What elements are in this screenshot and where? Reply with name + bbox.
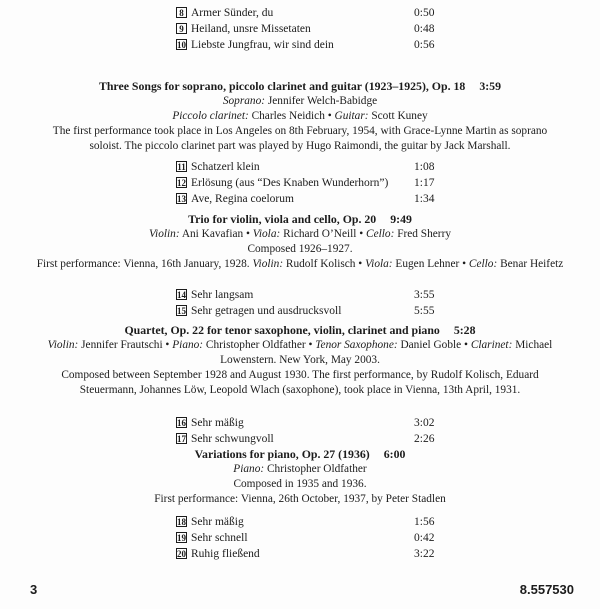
work-heading [0, 79, 600, 94]
work-credit-line [0, 353, 600, 368]
credit-text: The first performance took place in Los Angeles on 8th February, 1954, with Grace-Lynne Martin as soprano [52, 125, 548, 137]
track-duration: 1:08 [414, 161, 435, 173]
work-heading [0, 212, 600, 227]
work-credit-line [0, 477, 600, 492]
track-title: Heiland, unsre Missetaten [191, 23, 311, 35]
performer-role: Violin: [47, 339, 79, 351]
work-credit-line [0, 139, 600, 154]
performer-role: Cello: [366, 228, 395, 240]
performer-role: Piccolo clarinet: [172, 110, 249, 122]
credit-text: Charles Neidich • [248, 110, 335, 122]
credit-text: Benar Heifetz [497, 258, 564, 270]
work-duration: 9:49 [390, 212, 412, 226]
track-row [176, 38, 436, 52]
credit-text: Jennifer Frautschi • [78, 339, 173, 351]
track-number: 9 [176, 23, 187, 34]
performer-role: Viola: [252, 228, 281, 240]
track-number: 18 [177, 517, 186, 527]
track-number: 14 [177, 290, 186, 300]
track-title: Sehr mäßig [191, 417, 244, 429]
work-title: Variations for piano, Op. 27 (1936) [194, 447, 370, 461]
work-credit-line [0, 227, 600, 242]
track-duration: 1:34 [414, 193, 435, 205]
track-title: Sehr langsam [191, 289, 254, 301]
credit-text: Fred Sherry [394, 228, 452, 240]
track-duration: 1:56 [414, 516, 435, 528]
credit-text: Ani Kavafian • [179, 228, 253, 240]
track-number: 15 [177, 306, 186, 316]
track-duration: 3:22 [414, 548, 435, 560]
track-duration: 3:55 [414, 289, 435, 301]
track-number: 10 [177, 40, 186, 50]
track-row [176, 160, 436, 174]
work-credit-line [0, 492, 600, 507]
track-duration: 0:48 [414, 23, 435, 35]
track-title: Sehr getragen und ausdrucksvoll [191, 305, 342, 317]
work-title: Three Songs for soprano, piccolo clarinet and guitar (1923–1925), Op. 18 [98, 79, 466, 93]
track-number: 13 [177, 194, 186, 204]
work-credit-line [0, 124, 600, 139]
track-duration: 3:02 [414, 417, 435, 429]
credit-text: Jennifer Welch-Babidge [265, 95, 378, 107]
track-duration: 5:55 [414, 305, 435, 317]
performer-role: Soprano: [222, 95, 266, 107]
credit-text: Daniel Goble • [397, 339, 471, 351]
work-heading [0, 323, 600, 338]
track-number: 11 [177, 162, 186, 172]
credit-text: Steuermann, Johannes Löw, Leopold Wlach (saxophone), took place in Vienna, 13th April, 1931. [79, 384, 521, 396]
performer-role: Viola: [365, 258, 393, 270]
track-duration: 0:56 [414, 39, 435, 51]
track-duration: 2:26 [414, 433, 435, 445]
track-row [176, 176, 436, 190]
track-title: Sehr schnell [191, 532, 248, 544]
work-title: Trio for violin, viola and cello, Op. 20 [188, 212, 377, 226]
track-title: Sehr schwungvoll [191, 433, 274, 445]
credit-text: First performance: Vienna, 16th January, 1928. [36, 258, 253, 270]
track-title: Ruhig fließend [191, 548, 260, 560]
performer-role: Violin: [252, 258, 284, 270]
work-duration: 6:00 [383, 447, 406, 461]
work-duration: 3:59 [479, 79, 502, 93]
work-credit-line [0, 462, 600, 477]
credit-text: Composed in 1935 and 1936. [233, 478, 367, 490]
track-duration: 1:17 [414, 177, 435, 189]
page-number: 3 [30, 582, 38, 597]
work-block [0, 447, 600, 507]
track-title: Liebste Jungfrau, wir sind dein [191, 39, 334, 51]
track-number: 17 [177, 434, 186, 444]
credit-text: Lowenstern. New York, May 2003. [220, 354, 380, 366]
work-credit-line [0, 368, 600, 383]
work-heading [0, 447, 600, 462]
credit-text: Rudolf Kolisch • [283, 258, 366, 270]
performer-role: Tenor Saxophone: [315, 339, 398, 351]
track-row [176, 288, 436, 302]
performer-role: Guitar: [334, 110, 369, 122]
credit-text: First performance: Vienna, 26th October, 1937, by Peter Stadlen [154, 493, 446, 505]
track-row [176, 304, 436, 318]
credit-text: soloist. The piccolo clarinet part was played by Hugo Raimondi, the guitar by Jack Marshall. [89, 140, 511, 152]
credit-text: Eugen Lehner • [392, 258, 469, 270]
work-credit-line [0, 109, 600, 124]
track-number: 19 [177, 533, 186, 543]
track-number: 16 [177, 418, 186, 428]
performer-role: Piano: [233, 463, 265, 475]
credit-text: Richard O’Neill • [280, 228, 367, 240]
work-block [0, 323, 600, 398]
credit-text: Composed 1926–1927. [247, 243, 353, 255]
work-credit-line [0, 338, 600, 353]
track-row [176, 6, 436, 20]
work-block [0, 212, 600, 272]
catalogue-number: 8.557530 [519, 582, 574, 597]
track-row [176, 547, 436, 561]
track-title: Schatzerl klein [191, 161, 260, 173]
track-row [176, 515, 436, 529]
track-row [176, 22, 436, 36]
track-row [176, 192, 436, 206]
track-title: Armer Sünder, du [191, 7, 274, 19]
work-block [0, 79, 600, 154]
work-title: Quartet, Op. 22 for tenor saxophone, violin, clarinet and piano [124, 323, 440, 337]
track-number: 12 [177, 178, 186, 188]
work-credit-line [0, 242, 600, 257]
track-number: 20 [177, 549, 186, 559]
work-duration: 5:28 [453, 323, 476, 337]
performer-role: Cello: [468, 258, 498, 270]
track-row [176, 531, 436, 545]
credit-text: Michael [512, 339, 553, 351]
performer-role: Violin: [148, 228, 180, 240]
track-title: Ave, Regina coelorum [191, 193, 294, 205]
work-credit-line [0, 94, 600, 109]
performer-role: Clarinet: [470, 339, 513, 351]
performer-role: Piano: [172, 339, 204, 351]
track-duration: 0:50 [414, 7, 435, 19]
credit-text: Christopher Oldfather [264, 463, 367, 475]
work-credit-line [0, 383, 600, 398]
credit-text: Composed between September 1928 and August 1930. The first performance, by Rudolf Kolisch, Eduard [61, 369, 539, 381]
work-credit-line [0, 257, 600, 272]
track-title: Erlösung (aus “Des Knaben Wunderhorn”) [191, 177, 389, 189]
track-duration: 0:42 [414, 532, 435, 544]
track-number: 8 [176, 7, 187, 18]
track-row [176, 416, 436, 430]
track-row [176, 432, 436, 446]
credit-text: Christopher Oldfather • [203, 339, 316, 351]
track-title: Sehr mäßig [191, 516, 244, 528]
credit-text: Scott Kuney [368, 110, 428, 122]
